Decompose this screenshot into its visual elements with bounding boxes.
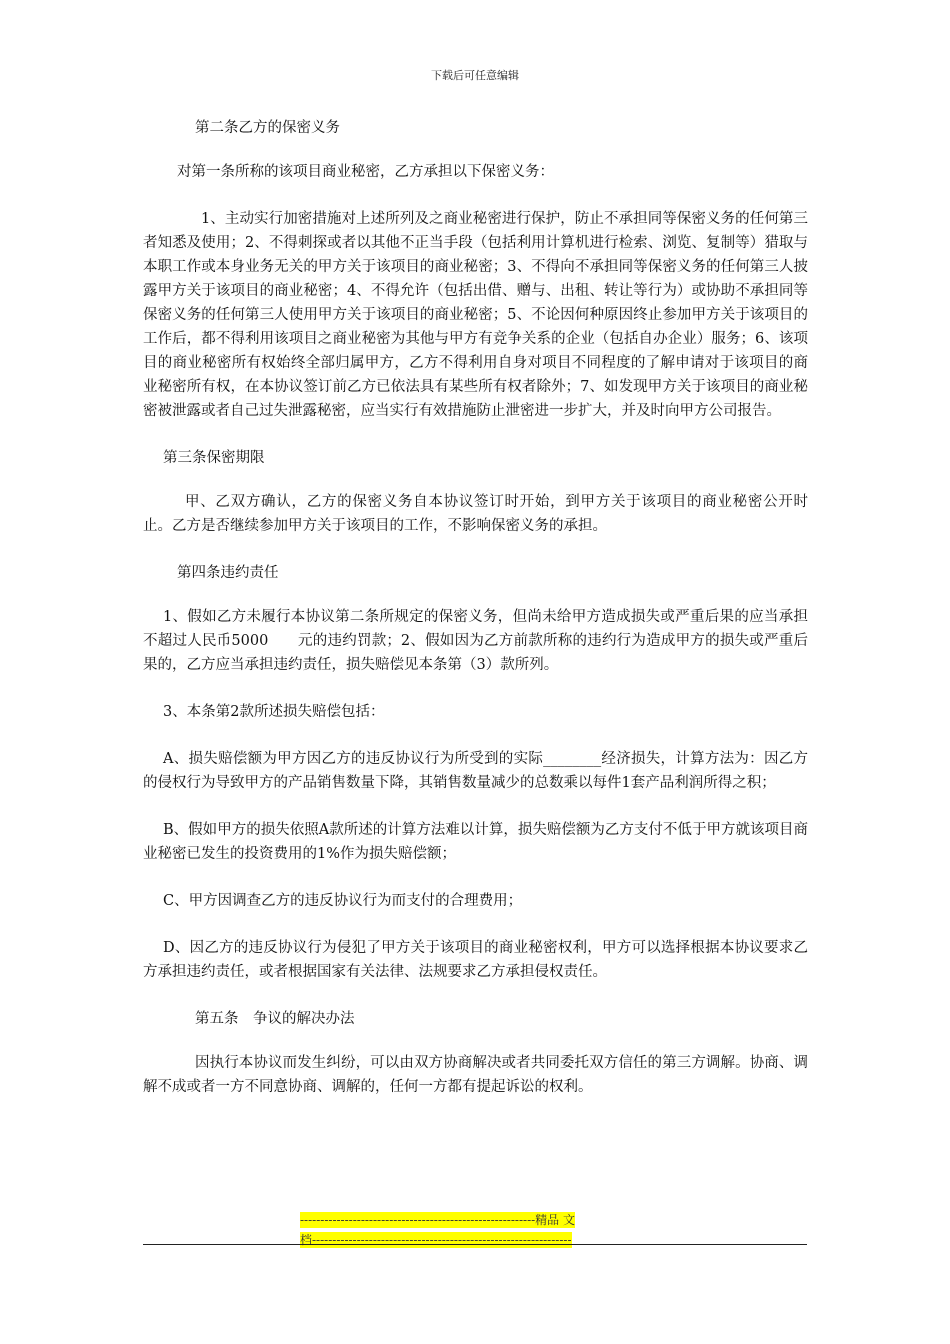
article-4-clause-3: 3、本条第2款所述损失赔偿包括：	[163, 704, 385, 720]
article-5-body: 因执行本协议而发生纠纷，可以由双方协商解决或者共同委托双方信任的第三方调解。协商、调解不成或者一方不同意协商、调解的，任何一方都有提起诉讼的权利。	[143, 1055, 808, 1095]
article-4-title: 第四条违约责任	[177, 565, 279, 581]
page-header: 下载后可任意编辑	[431, 69, 519, 82]
article-3-title: 第三条保密期限	[163, 450, 265, 466]
article-3-body: 甲、乙双方确认，乙方的保密义务自本协议签订时开始，到甲方关于该项目的商业秘密公开时止。乙方是否继续参加甲方关于该项目的工作，不影响保密义务的承担。	[143, 494, 808, 534]
footer-line-2: 档----------------------------------------------------------------	[300, 1233, 572, 1247]
article-4-item-d: D、因乙方的违反协议行为侵犯了甲方关于该项目的商业秘密权利，甲方可以选择根据本协议要求乙方承担违约责任，或者根据国家有关法律、法规要求乙方承担侵权责任。	[143, 940, 808, 980]
document-body	[143, 116, 808, 1122]
footer-watermark	[300, 1212, 650, 1252]
article-4-item-b: B、假如甲方的损失依照A款所述的计算方法难以计算，损失赔偿额为乙方支付不低于甲方就该项目商业秘密已发生的投资费用的1%作为损失赔偿额；	[143, 822, 808, 862]
article-5-title: 第五条 争议的解决办法	[195, 1011, 355, 1027]
article-4-clause-1: 1、假如乙方未履行本协议第二条所规定的保密义务，但尚未给甲方造成损失或严重后果的应当承担不超过人民币5000 元的违约罚款；2、假如因为乙方前款所称的违约行为造成甲方的损失或严重后果的，乙方应当承担违约责任，损失赔偿见本条第（3）款所列。	[143, 609, 808, 673]
article-4-item-a: A、损失赔偿额为甲方因乙方的违反协议行为所受到的实际________经济损失，计算方法为：因乙方的侵权行为导致甲方的产品销售数量下降，其销售数量减少的总数乘以每件1套产品利润所得之积；	[143, 751, 808, 791]
article-2-body: 1、主动实行加密措施对上述所列及之商业秘密进行保护，防止不承担同等保密义务的任何第三者知悉及使用；2、不得刺探或者以其他不正当手段（包括利用计算机进行检索、浏览、复制等）猎取与本职工作或本身业务无关的甲方关于该项目的商业秘密；3、不得向不承担同等保密义务的任何第三人披露甲方关于该项目的商业秘密；4、不得允许（包括出借、赠与、出租、转让等行为）或协助不承担同等保密义务的任何第三人使用甲方关于该项目的商业秘密；5、不论因何种原因终止参加甲方关于该项目的工作后，都不得利用该项目之商业秘密为其他与甲方有竞争关系的企业（包括自办企业）服务；6、该项目的商业秘密所有权始终全部归属甲方，乙方不得利用自身对项目不同程度的了解申请对于该项目的商业秘密所有权，在本协议签订前乙方已依法具有某些所有权者除外；7、如发现甲方关于该项目的商业秘密被泄露或者自己过失泄露秘密，应当实行有效措施防止泄密进一步扩大，并及时向甲方公司报告。	[143, 211, 808, 419]
article-2-intro: 对第一条所称的该项目商业秘密，乙方承担以下保密义务：	[177, 164, 554, 180]
article-2-title: 第二条乙方的保密义务	[195, 120, 340, 136]
footer-line-1: ----------------------------------------------------------精品 文	[300, 1213, 575, 1227]
article-4-item-c: C、甲方因调查乙方的违反协议行为而支付的合理费用；	[163, 893, 523, 909]
footer-rule	[143, 1244, 807, 1245]
